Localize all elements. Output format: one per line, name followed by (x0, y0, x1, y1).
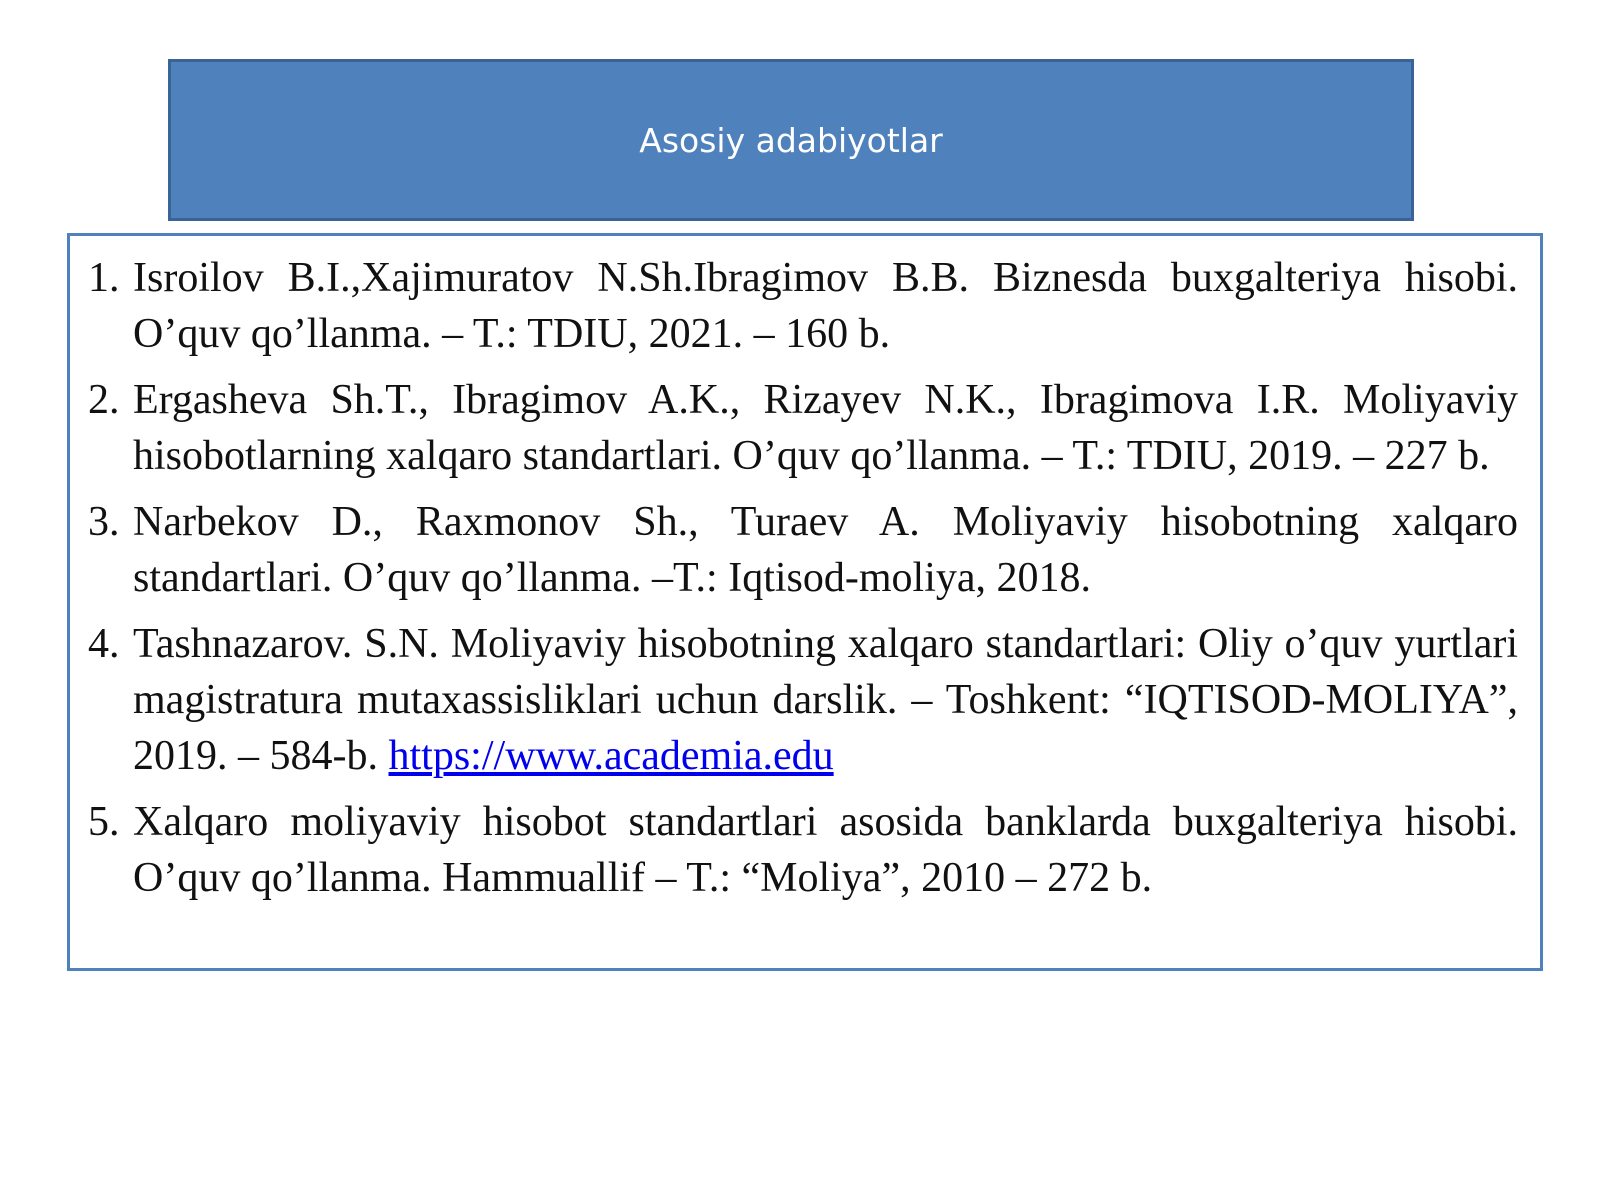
reference-item (88, 250, 1518, 362)
reference-text: Isroilov B.I.,Xajimuratov N.Sh.Ibragimov B.B. Biznesda buxgalteriya hisobi. O’quv qo’llanma. – T.: TDIU, 2021. – 160 b. (133, 255, 1518, 357)
reference-number: 4. (88, 621, 120, 667)
reference-text: Tashnazarov. S.N. Moliyaviy hisobotning xalqaro standartlari: Oliy o’quv yurtlari magistratura mutaxassisliklari uchun darslik. – Toshkent: “IQTISOD-MOLIYA”, 2019. – 584-b. (133, 621, 1518, 779)
reference-item (88, 372, 1518, 484)
slide-title: Asosiy adabiyotlar (639, 120, 943, 160)
reference-text: Narbekov D., Raxmonov Sh., Turaev A. Moliyaviy hisobotning xalqaro standartlari. O’quv qo’llanma. –T.: Iqtisod-moliya, 2018. (133, 499, 1518, 601)
reference-number: 3. (88, 499, 120, 545)
reference-text: Xalqaro moliyaviy hisobot standartlari asosida banklarda buxgalteriya hisobi. O’quv qo’llanma. Hammuallif – T.: “Moliya”, 2010 – 272 b. (133, 799, 1518, 901)
reference-item (88, 616, 1518, 784)
reference-number: 2. (88, 377, 120, 423)
reference-item (88, 794, 1518, 906)
references-box (67, 233, 1543, 971)
references-list (88, 250, 1518, 916)
reference-number: 5. (88, 799, 120, 845)
reference-number: 1. (88, 255, 120, 301)
reference-text-with-link (133, 616, 1518, 784)
reference-text: Ergasheva Sh.T., Ibragimov A.K., Rizayev N.K., Ibragimova I.R. Moliyaviy hisobotlarning xalqaro standartlari. O’quv qo’llanma. – T.: TDIU, 2019. – 227 b. (133, 377, 1518, 479)
academia-link[interactable]: https://www.academia.edu (388, 733, 834, 779)
slide-title-bar (168, 59, 1414, 221)
reference-item (88, 494, 1518, 606)
